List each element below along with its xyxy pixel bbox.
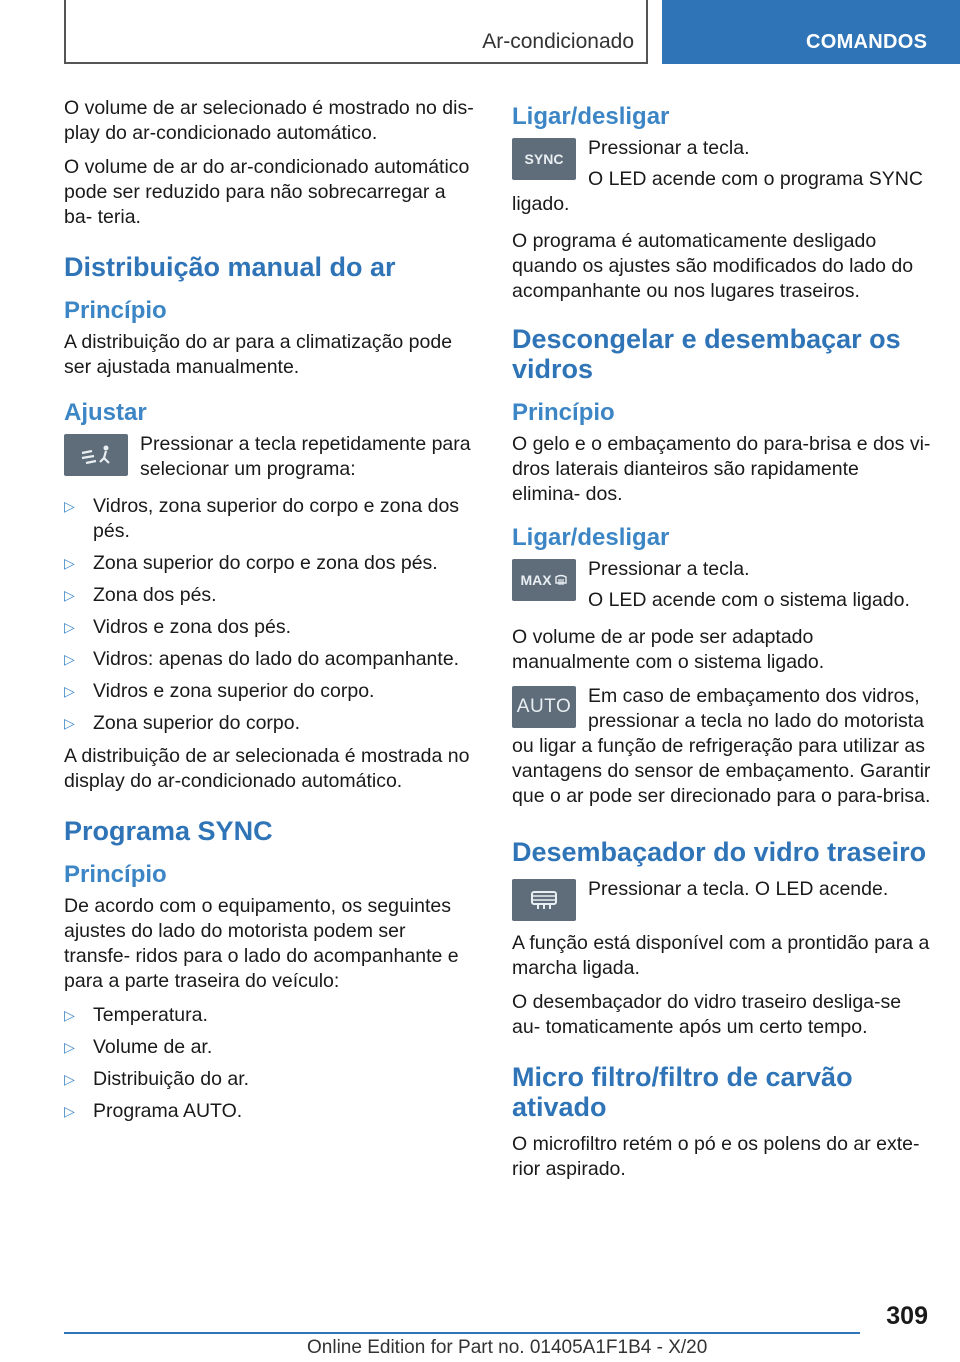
paragraph: A distribuição de ar selecionada é mostrada no display do ar-condicionado automático. (64, 745, 470, 792)
heading-rear-window-defroster: Desembaçador do vidro traseiro (512, 837, 927, 867)
list-item: ▷ Vidros, zona superior do corpo e zona dos pés. (64, 495, 460, 542)
paragraph: O LED acende com o sistema ligado. (588, 589, 910, 611)
triangle-bullet-icon: ▷ (64, 555, 75, 571)
footer-rule (64, 1332, 860, 1334)
list-item: ▷ Zona dos pés. (64, 584, 217, 606)
triangle-bullet-icon: ▷ (64, 498, 75, 514)
list-item: ▷ Volume de ar. (64, 1036, 213, 1058)
paragraph: Em caso de embaçamento dos vidros, pressionar a tecla no lado do motorista ou ligar a função de refrigeração para utilizar as vantagens do sensor de embaçamento. Garantir que o ar pode ser direcionado para o para-brisa. (512, 685, 931, 807)
paragraph: O microfiltro retém o pó e os polens do ar exte‐ rior aspirado. (512, 1133, 920, 1180)
paragraph: Pressionar a tecla. O LED acende. (588, 878, 889, 900)
section-tab (662, 0, 960, 64)
key-instruction (512, 877, 932, 925)
paragraph: O volume de ar pode ser adaptado manualmente com o sistema ligado. (512, 626, 825, 673)
triangle-bullet-icon: ▷ (64, 683, 75, 699)
paragraph: Pressionar a tecla. (588, 137, 750, 159)
triangle-bullet-icon: ▷ (64, 619, 75, 635)
key-instruction (512, 684, 932, 815)
auto-key-icon: AUTO (512, 686, 576, 728)
triangle-bullet-icon: ▷ (64, 651, 75, 667)
max-defrost-key-icon: MAX (512, 559, 576, 601)
key-instruction (64, 432, 474, 488)
heading-defrost: Descongelar e desembaçar os vidros (512, 324, 901, 384)
sync-key-icon: SYNC (512, 138, 576, 180)
triangle-bullet-icon: ▷ (64, 1039, 75, 1055)
triangle-bullet-icon: ▷ (64, 1103, 75, 1119)
section-tab-label: COMANDOS (806, 31, 928, 53)
paragraph: O volume de ar do ar-condicionado automático pode ser reduzido para não sobrecarregar a ba‐ teria. (64, 156, 470, 228)
air-distribution-key-icon (64, 434, 128, 476)
right-column (512, 96, 932, 1191)
paragraph: O LED acende com o programa SYNC ligado. (512, 168, 923, 215)
list-item: ▷ Programa AUTO. (64, 1100, 243, 1122)
header-chapter-box (64, 0, 648, 64)
list-item: ▷ Distribuição do ar. (64, 1068, 250, 1090)
subheading-principle: Princípio (64, 297, 167, 324)
triangle-bullet-icon: ▷ (64, 715, 75, 731)
triangle-bullet-icon: ▷ (64, 1071, 75, 1087)
sync-list (64, 1003, 474, 1124)
list-item: ▷ Zona superior do corpo. (64, 712, 301, 734)
subheading-on-off: Ligar/desligar (512, 524, 670, 551)
paragraph: Pressionar a tecla repetidamente para selecionar um programa: (140, 433, 471, 480)
list-item: ▷ Vidros e zona superior do corpo. (64, 680, 375, 702)
triangle-bullet-icon: ▷ (64, 1007, 75, 1023)
key-instruction (512, 557, 932, 619)
heading-sync-program: Programa SYNC (64, 816, 273, 846)
paragraph: O gelo e o embaçamento do para-brisa e dos vi‐ dros laterais dianteiros são rapidamente elimina‐ dos. (512, 433, 931, 505)
paragraph: A função está disponível com a prontidão para a marcha ligada. (512, 932, 930, 979)
page-number: 309 (886, 1302, 928, 1330)
subheading-principle: Princípio (512, 399, 615, 426)
subheading-adjust: Ajustar (64, 399, 147, 426)
key-instruction (512, 136, 932, 223)
left-column (64, 96, 474, 1132)
paragraph: De acordo com o equipamento, os seguintes ajustes do lado do motorista podem ser transfe‐ ridos para o lado do acompanhante e para a parte traseira do veículo: (64, 895, 459, 992)
paragraph: O volume de ar selecionado é mostrado no dis‐ play do ar-condicionado automático. (64, 97, 474, 144)
rear-defroster-key-icon (512, 879, 576, 921)
chapter-title: Ar-condicionado (482, 30, 634, 53)
list-item: ▷ Temperatura. (64, 1004, 208, 1026)
list-item: ▷ Vidros e zona dos pés. (64, 616, 292, 638)
subheading-on-off: Ligar/desligar (512, 103, 670, 130)
triangle-bullet-icon: ▷ (64, 587, 75, 603)
heading-micro-filter: Micro filtro/filtro de carvão ativado (512, 1062, 853, 1122)
paragraph: O desembaçador do vidro traseiro desliga-se au‐ tomaticamente após um certo tempo. (512, 991, 902, 1038)
paragraph: Pressionar a tecla. (588, 558, 750, 580)
list-item: ▷ Vidros: apenas do lado do acompanhante. (64, 648, 460, 670)
footer-edition: Online Edition for Part no. 01405A1F1B4 - X/20 (307, 1337, 708, 1358)
heading-manual-distribution: Distribuição manual do ar (64, 252, 396, 282)
paragraph: A distribuição do ar para a climatização pode ser ajustada manualmente. (64, 331, 453, 378)
list-item: ▷ Zona superior do corpo e zona dos pés. (64, 552, 438, 574)
paragraph: O programa é automaticamente desligado quando os ajustes são modificados do lado do acompanhante ou nos lugares traseiros. (512, 230, 914, 302)
program-list (64, 494, 474, 736)
subheading-principle: Princípio (64, 861, 167, 888)
